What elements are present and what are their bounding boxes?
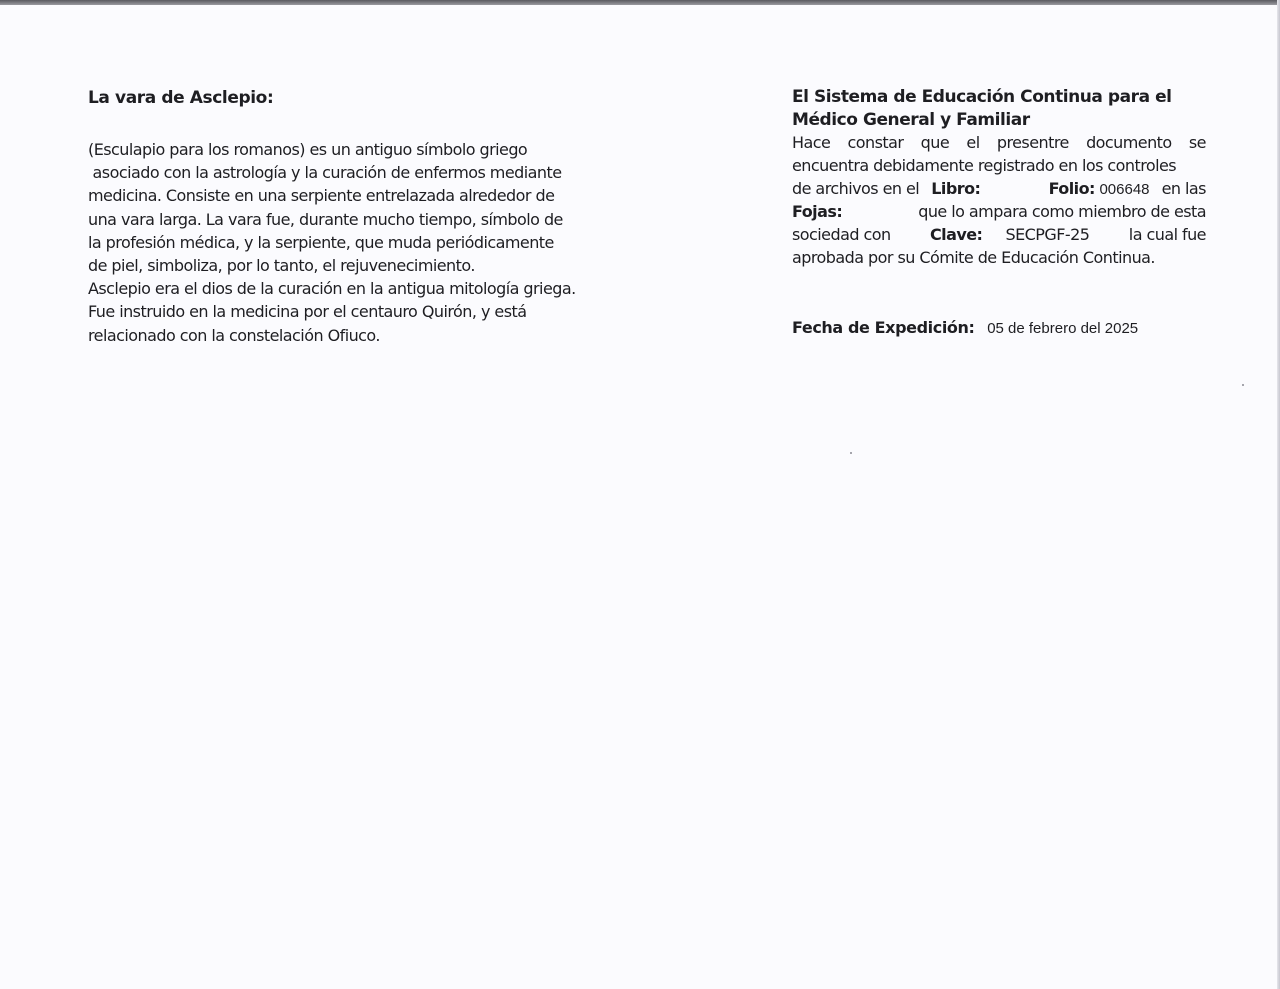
- clave-label: Clave:: [929, 225, 983, 245]
- certificate-word: constar: [847, 133, 904, 152]
- issue-date-row: [792, 318, 1138, 337]
- asclepio-line: medicina. Consiste en una serpiente entrelazada alrededor de: [88, 186, 555, 206]
- scan-top-edge: [0, 0, 1280, 5]
- asclepio-line: la profesión médica, y la serpiente, que muda periódicamente: [88, 232, 554, 252]
- asclepio-line: de piel, simboliza, por lo tanto, el rejuvenecimiento.: [88, 256, 475, 276]
- certificate-line: [792, 224, 1206, 247]
- clave-value: SECPGF-25: [1005, 225, 1090, 245]
- asclepio-line: Asclepio era el dios de la curación en la antigua mitología griega.: [88, 279, 576, 299]
- asclepio-line: relacionado con la constelación Ofiuco.: [88, 325, 380, 345]
- certificate-text: que lo ampara como miembro de esta: [918, 202, 1206, 222]
- folio-label: Folio:: [1048, 178, 1095, 198]
- libro-label: Libro:: [931, 178, 981, 198]
- scan-speck: [850, 452, 852, 454]
- scan-speck: [1242, 384, 1244, 386]
- folio-value: 006648: [1099, 180, 1150, 198]
- asclepio-text: [88, 138, 608, 347]
- certificate-line: aprobada por su Cómite de Educación Continua.: [792, 247, 1155, 267]
- certificate-word: documento: [1086, 133, 1172, 152]
- institution-name-line2: Médico General y Familiar: [792, 110, 1030, 130]
- certificate-text: sociedad con: [792, 225, 891, 245]
- certificate-section: [792, 86, 1206, 270]
- asclepio-line: una vara larga. La vara fue, durante mucho tiempo, símbolo de: [88, 209, 563, 229]
- asclepio-title: La vara de Asclepio:: [88, 88, 274, 108]
- certificate-text: de archivos en el: [792, 178, 920, 198]
- certificate-text: la cual fue: [1128, 225, 1206, 245]
- certificate-line: [792, 132, 1206, 155]
- certificate-line: encuentra debidamente registrado en los controles: [792, 155, 1177, 175]
- certificate-word: presentre: [996, 133, 1069, 152]
- certificate-word: se: [1188, 133, 1206, 152]
- asclepio-section: [88, 88, 608, 347]
- fojas-label: Fojas:: [792, 202, 843, 222]
- certificate-word: que: [920, 133, 950, 152]
- certificate-word: Hace: [792, 133, 831, 152]
- certificate-line: [792, 178, 1206, 202]
- issue-date-label: Fecha de Expedición:: [792, 318, 975, 337]
- asclepio-line: Fue instruido en la medicina por el centauro Quirón, y está: [88, 302, 527, 322]
- asclepio-line: (Esculapio para los romanos) es un antiguo símbolo griego: [88, 140, 528, 159]
- issue-date-value: 05 de febrero del 2025: [987, 320, 1139, 337]
- institution-name-line1: El Sistema de Educación Continua para el: [792, 87, 1172, 107]
- certificate-line: [792, 201, 1206, 224]
- asclepio-line: asociado con la astrología y la curación de enfermos mediante: [88, 163, 562, 183]
- certificate-text: en las: [1161, 178, 1206, 198]
- certificate-word: el: [966, 133, 980, 152]
